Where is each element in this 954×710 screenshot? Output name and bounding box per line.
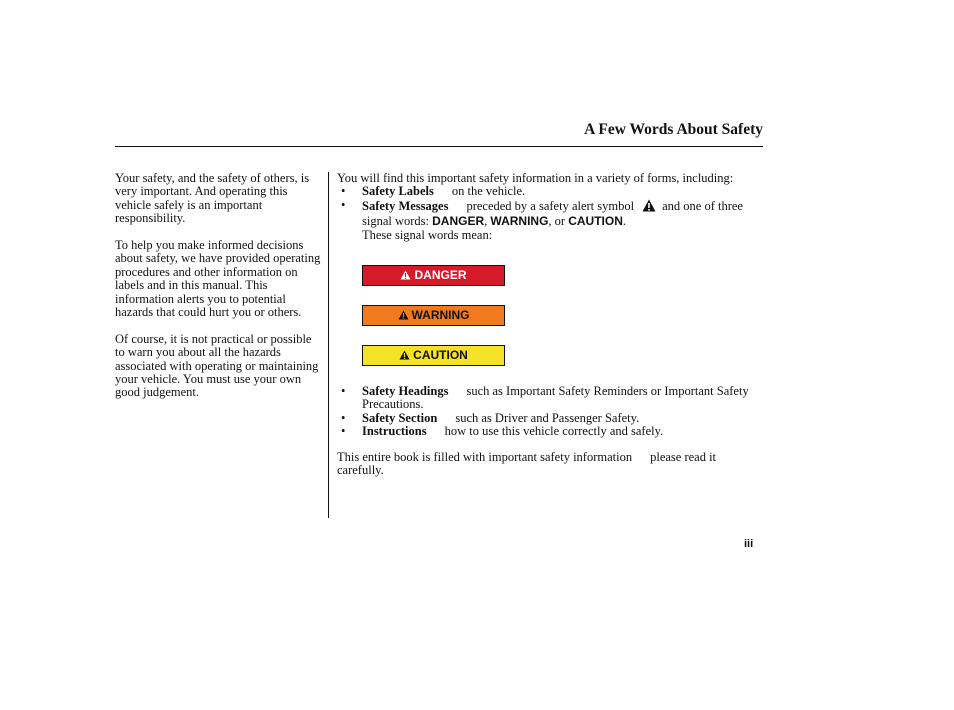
danger-label bbox=[362, 265, 505, 286]
term-safety-section: Safety Section bbox=[362, 410, 438, 425]
term-safety-messages: Safety Messages bbox=[362, 198, 449, 213]
warning-triangle-icon bbox=[642, 199, 656, 215]
desc-instructions: how to use this vehicle correctly and safely. bbox=[444, 424, 664, 439]
bullet-dot: • bbox=[341, 184, 346, 199]
caution-label-text: CAUTION bbox=[413, 348, 468, 362]
desc-safety-messages: preceded by a safety alert symbol bbox=[466, 198, 635, 213]
paragraph-closing bbox=[337, 451, 757, 478]
header-rule bbox=[115, 146, 763, 147]
signal-word-danger: DANGER bbox=[432, 214, 485, 229]
list-item-safety-messages bbox=[337, 199, 763, 242]
right-column bbox=[337, 172, 763, 242]
signal-word-caution: CAUTION bbox=[568, 214, 623, 229]
warning-triangle-icon bbox=[400, 270, 411, 280]
column-divider bbox=[328, 172, 329, 518]
separator: , bbox=[484, 214, 488, 229]
bullet-dot: • bbox=[341, 424, 346, 439]
closing-text-b: please read it carefully. bbox=[337, 450, 717, 478]
separator: , or bbox=[548, 214, 566, 229]
closing-text-a: This entire book is filled with important safety information bbox=[337, 450, 633, 464]
list-item-safety-labels bbox=[337, 185, 763, 198]
paragraph-safety-importance: Your safety, and the safety of others, is very important. And operating this vehicle safely is an important responsibility. bbox=[115, 171, 310, 226]
page-title: A Few Words About Safety bbox=[584, 121, 763, 138]
term-safety-labels: Safety Labels bbox=[362, 184, 434, 199]
paragraph-judgement: Of course, it is not practical or possible to warn you about all the hazards associated with operating or maintaining your vehicle. You must use your own good judgement. bbox=[115, 331, 319, 400]
bullet-dot: • bbox=[341, 384, 346, 398]
warning-label-text: WARNING bbox=[411, 308, 470, 322]
page-number: iii bbox=[744, 538, 754, 550]
list-item-safety-headings bbox=[337, 385, 763, 412]
list-item-instructions bbox=[337, 425, 763, 438]
desc-safety-section: such as Driver and Passenger Safety. bbox=[455, 410, 640, 425]
signal-words-intro: These signal words mean: bbox=[362, 227, 493, 242]
caution-label bbox=[362, 345, 505, 366]
separator: . bbox=[622, 214, 626, 229]
bullet-dot: • bbox=[341, 410, 346, 425]
desc-safety-labels: on the vehicle. bbox=[451, 184, 526, 199]
paragraph-intro: You will find this important safety information in a variety of forms, including: bbox=[337, 171, 734, 185]
signal-word-warning: WARNING bbox=[490, 214, 549, 229]
desc-safety-messages-cont: and one of three signal words: bbox=[362, 198, 743, 229]
term-instructions: Instructions bbox=[362, 424, 427, 439]
term-safety-headings: Safety Headings bbox=[362, 384, 449, 398]
danger-label-text: DANGER bbox=[414, 268, 467, 282]
warning-triangle-icon bbox=[398, 310, 409, 320]
paragraph-informed-decisions: To help you make informed decisions about safety, we have provided operating procedures and other information on labels and in this manual. This information alerts you to potential hazards that could hurt you or others. bbox=[115, 238, 321, 320]
bullet-dot: • bbox=[341, 197, 346, 212]
desc-safety-headings: such as Important Safety Reminders or Important Safety Precautions. bbox=[362, 384, 749, 412]
left-column bbox=[115, 172, 321, 413]
lower-list bbox=[337, 385, 763, 439]
warning-label bbox=[362, 305, 505, 326]
warning-triangle-icon bbox=[399, 350, 410, 360]
list-item-safety-section bbox=[337, 412, 763, 425]
